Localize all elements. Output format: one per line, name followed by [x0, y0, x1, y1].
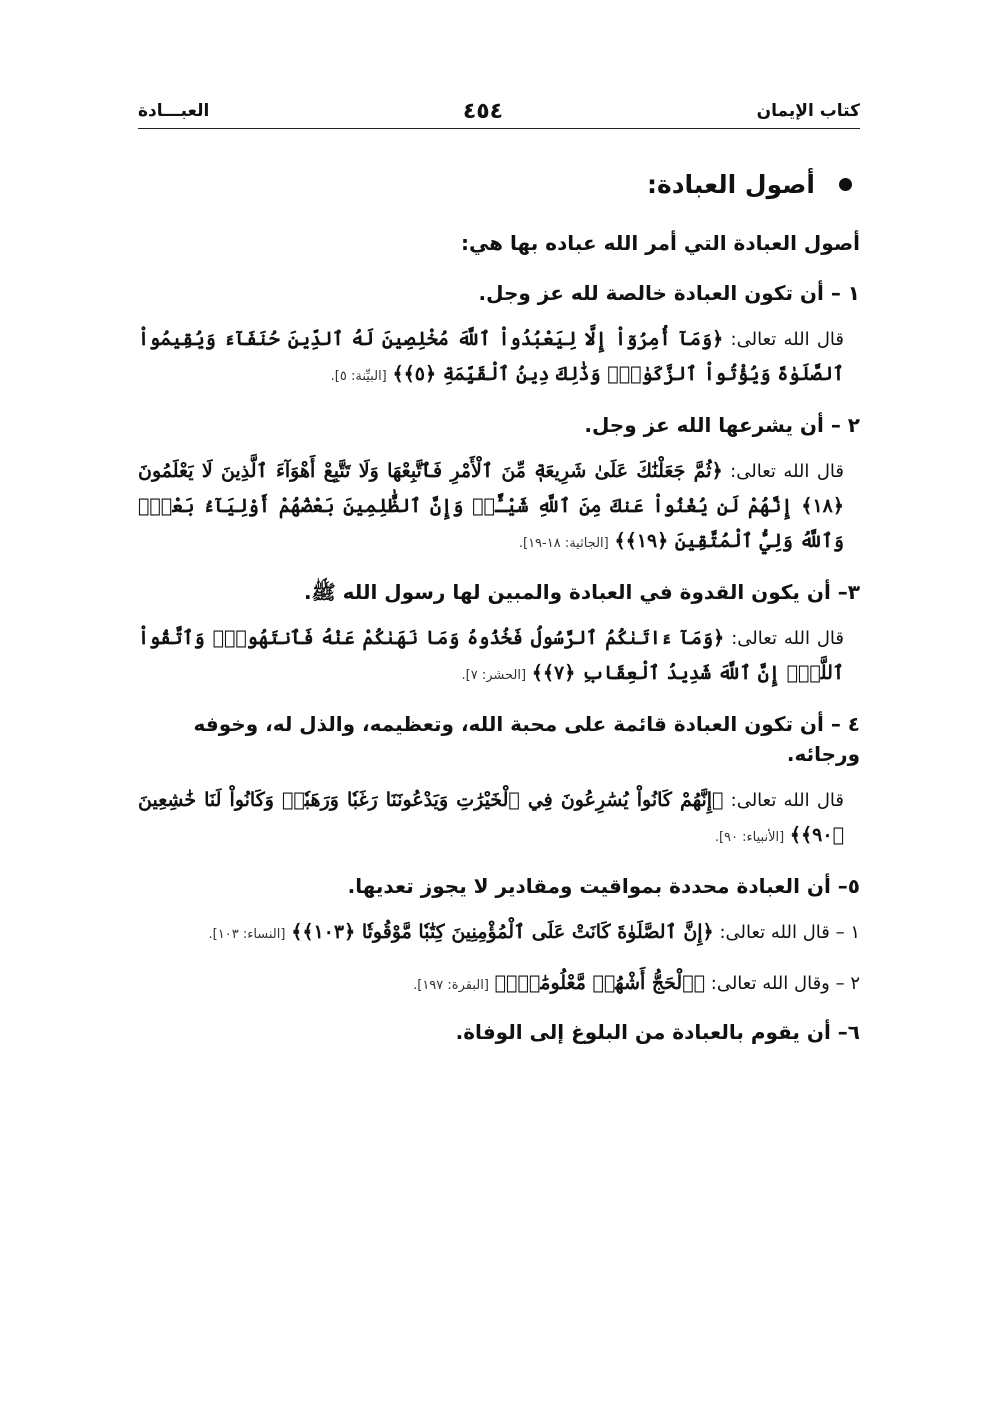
- point-3-title: ٣– أن يكون القدوة في العبادة والمبين لها رسول الله ﷺ.: [303, 580, 860, 604]
- point-5-quote-2: [138, 966, 860, 1003]
- quote-lead: ١ – قال الله تعالى:: [719, 922, 860, 943]
- quran-verse: ﴿وَمَآ ءَاتَىٰكُمُ ٱلرَّسُولُ فَخُذُوهُ وَمَا نَهَىٰكُمْ عَنْهُ فَٱنتَهُواْۚ وَٱتَّقُواْ ٱللَّهَۖ إِنَّ ٱللَّهَ شَدِيدُ ٱلْعِقَابِ ﴿٧﴾﴾: [138, 627, 844, 684]
- intro-line: أصول العبادة التي أمر الله عباده بها هي:: [460, 231, 860, 255]
- page-content: [138, 162, 860, 1061]
- point-6-title: ٦– أن يقوم بالعبادة من البلوغ إلى الوفاة.: [455, 1020, 860, 1044]
- quran-verse: ﴿إِنَّهُمْ كَانُواْ يُسَٰرِعُونَ فِي ٱلْخَيْرَٰتِ وَيَدْعُونَنَا رَغَبٗا وَرَهَبٗاۖ وَكَانُواْ لَنَا خَٰشِعِينَ ﴿٩٠﴾﴾: [138, 789, 844, 846]
- point-2-quote: [138, 454, 860, 561]
- point-5-quote-1: [138, 915, 860, 952]
- quote-lead: قال الله تعالى:: [730, 461, 845, 482]
- point-4-quote: [138, 783, 860, 855]
- point-1-title: ١ – أن تكون العبادة خالصة لله عز وجل.: [478, 281, 860, 305]
- running-header: [138, 96, 860, 126]
- verse-reference: [الأنبياء: ٩٠].: [714, 830, 785, 845]
- bullet-icon: [839, 178, 852, 191]
- page-number: ٤٥٤: [462, 98, 504, 124]
- verse-reference: [النساء: ١٠٣].: [208, 927, 286, 942]
- point-1-quote: [138, 322, 860, 394]
- verse-reference: [البيِّنة: ٥].: [330, 369, 387, 384]
- chapter-title: العبـــادة: [138, 101, 210, 121]
- point-2-title: ٢ – أن يشرعها الله عز وجل.: [584, 413, 860, 437]
- book-title: كتاب الإيمان: [756, 101, 860, 121]
- quran-verse: ﴿إِنَّ ٱلصَّلَوٰةَ كَانَتْ عَلَى ٱلْمُؤْمِنِينَ كِتَٰبٗا مَّوْقُوتٗا ﴿١٠٣﴾﴾: [291, 921, 714, 943]
- section-heading: [138, 162, 860, 206]
- point-5-title: ٥– أن العبادة محددة بمواقيت ومقادير لا يجوز تعديها.: [347, 874, 860, 898]
- section-heading-text: أصول العبادة:: [646, 169, 815, 199]
- quran-verse: ﴿ٱلْحَجُّ أَشْهُرٞ مَّعْلُومَٰتٞۚ﴾: [494, 972, 706, 994]
- quote-lead: ٢ – وقال الله تعالى:: [710, 973, 860, 994]
- quran-verse: ﴿وَمَآ أُمِرُوٓاْ إِلَّا لِيَعْبُدُواْ ٱللَّهَ مُخْلِصِينَ لَهُ ٱلدِّينَ حُنَفَآءَ وَيُقِيمُواْ ٱلصَّلَوٰةَ وَيُؤْتُواْ ٱلزَّكَوٰةَۚ وَذَٰلِكَ دِينُ ٱلْقَيِّمَةِ ﴿٥﴾﴾: [138, 328, 844, 385]
- header-rule: [138, 128, 860, 129]
- point-4-title: ٤ – أن تكون العبادة قائمة على محبة الله، وتعظيمه، والذل له، وخوفه ورجائه.: [193, 712, 860, 766]
- quran-verse: ﴿ثُمَّ جَعَلْنَٰكَ عَلَىٰ شَرِيعَةٖ مِّنَ ٱلْأَمْرِ فَٱتَّبِعْهَا وَلَا تَتَّبِعْ أَهْوَآءَ ٱلَّذِينَ لَا يَعْلَمُونَ ﴿١٨﴾ إِنَّهُمْ لَن يُغْنُواْ عَنكَ مِنَ ٱللَّهِ شَيْـًٔاۚ وَإِنَّ ٱلظَّٰلِمِينَ بَعْضُهُمْ أَوْلِيَآءُ بَعْضٖۖ وَٱللَّهُ وَلِيُّ ٱلْمُتَّقِينَ ﴿١٩﴾﴾: [138, 460, 844, 552]
- verse-reference: [البقرة: ١٩٧].: [413, 978, 489, 993]
- quote-lead: قال الله تعالى:: [731, 628, 845, 649]
- quote-lead: قال الله تعالى:: [730, 790, 844, 811]
- quote-lead: قال الله تعالى:: [730, 329, 844, 350]
- point-3-quote: [138, 621, 860, 693]
- verse-reference: [الحشر: ٧].: [461, 668, 527, 683]
- verse-reference: [الجاثية: ١٨-١٩].: [518, 536, 609, 551]
